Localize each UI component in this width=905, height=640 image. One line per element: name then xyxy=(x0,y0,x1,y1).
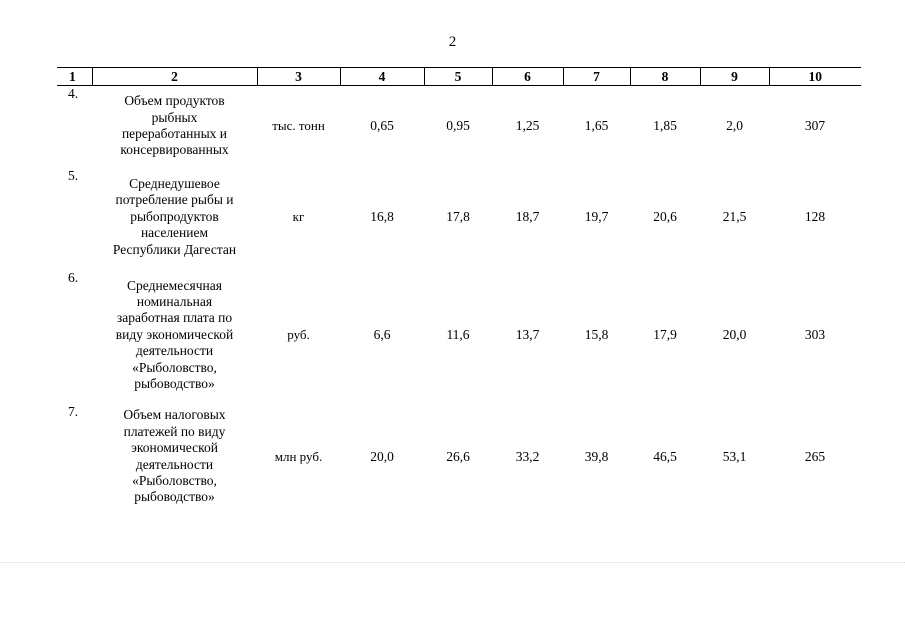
indicator-name-line: переработанных и xyxy=(121,126,228,141)
value-cell: 2,0 xyxy=(726,118,743,133)
indicator-name-line: потребление рыбы и xyxy=(115,192,234,208)
value-cell: 128 xyxy=(804,209,826,224)
table-row xyxy=(57,86,861,167)
table-row xyxy=(57,268,861,402)
col-header-7: 7 xyxy=(563,68,630,86)
unit-cell: тыс. тонн xyxy=(272,118,325,133)
col-header-8: 8 xyxy=(630,68,700,86)
col-header-1: 1 xyxy=(57,68,92,86)
indicator-name xyxy=(92,166,257,268)
page-number: 2 xyxy=(448,34,457,50)
row-number: 5. xyxy=(68,168,79,183)
value-cell: 265 xyxy=(804,448,826,464)
table-row xyxy=(57,402,861,511)
value-cell: 46,5 xyxy=(653,448,677,464)
col-header-4: 4 xyxy=(340,68,424,86)
indicator-name-line: деятельности xyxy=(135,456,214,472)
row-number: 4. xyxy=(68,86,79,101)
value-cell: 21,5 xyxy=(722,209,747,224)
value-cell: 1,85 xyxy=(653,118,677,133)
value-cell: 39,8 xyxy=(584,448,609,464)
table-row xyxy=(57,166,861,268)
indicator-name-line: экономической xyxy=(131,440,218,456)
indicator-name xyxy=(92,402,257,511)
value-cell: 16,8 xyxy=(370,209,394,224)
indicator-name xyxy=(92,86,257,167)
col-header-5: 5 xyxy=(424,68,492,86)
indicator-name-line: заработная плата по xyxy=(116,310,233,326)
value-cell: 26,6 xyxy=(446,448,470,464)
value-cell: 1,65 xyxy=(584,118,609,133)
indicator-name-line: Республики Дагестан xyxy=(112,241,237,257)
value-cell: 11,6 xyxy=(446,327,470,342)
indicator-name-line: Среднедушевое xyxy=(129,175,220,191)
value-cell: 6,6 xyxy=(373,327,391,342)
indicator-name-line: Объем продуктов xyxy=(124,93,225,109)
row-number: 6. xyxy=(68,270,79,285)
col-header-6: 6 xyxy=(492,68,563,86)
scan-noise-line xyxy=(0,562,905,565)
value-cell: 307 xyxy=(804,118,826,133)
indicator-name-line: «Рыболовство, xyxy=(132,359,217,375)
indicator-name-line: рыбоводство» xyxy=(134,489,215,505)
indicator-name-line: консервированных xyxy=(120,142,229,158)
value-cell: 18,7 xyxy=(515,209,540,224)
value-cell: 19,7 xyxy=(584,209,609,224)
value-cell: 15,8 xyxy=(584,327,609,342)
value-cell: 20,0 xyxy=(722,327,747,342)
unit-cell: руб. xyxy=(287,327,310,342)
unit-cell: кг xyxy=(292,209,305,224)
indicator-name-line: виду экономической xyxy=(115,326,234,342)
col-header-10: 10 xyxy=(769,68,861,86)
indicator-name-line: рыбопродуктов xyxy=(130,208,219,224)
indicator-name-line: Объем налоговых xyxy=(123,407,226,423)
indicator-name-line: «Рыболовство, xyxy=(132,472,217,488)
value-cell: 33,2 xyxy=(515,448,540,464)
value-cell: 53,1 xyxy=(722,448,747,464)
indicator-name-line: деятельности xyxy=(135,343,214,359)
row-number: 7. xyxy=(68,404,79,419)
value-cell: 13,7 xyxy=(515,327,540,342)
value-cell: 0,95 xyxy=(446,118,470,133)
value-cell: 17,8 xyxy=(446,209,470,224)
value-cell: 303 xyxy=(804,327,826,342)
value-cell: 17,9 xyxy=(653,327,677,342)
indicator-name-line: платежей по виду xyxy=(123,423,226,439)
unit-cell: млн руб. xyxy=(274,448,323,464)
indicator-name-line: номинальная xyxy=(136,293,213,309)
indicator-name-line: Среднемесячная xyxy=(127,277,222,293)
col-header-9: 9 xyxy=(700,68,769,86)
indicator-name-line: рыбных xyxy=(151,109,198,125)
col-header-2: 2 xyxy=(92,68,257,86)
indicators-table xyxy=(57,67,861,511)
value-cell: 20,6 xyxy=(653,209,677,224)
value-cell: 1,25 xyxy=(515,118,540,133)
col-header-3: 3 xyxy=(257,68,340,86)
indicator-name-line: населением xyxy=(140,225,209,241)
table-header-row xyxy=(57,68,861,86)
value-cell: 20,0 xyxy=(370,448,394,464)
value-cell: 0,65 xyxy=(370,118,394,133)
indicator-name-line: рыбоводство» xyxy=(134,376,215,392)
indicator-name xyxy=(92,268,257,402)
